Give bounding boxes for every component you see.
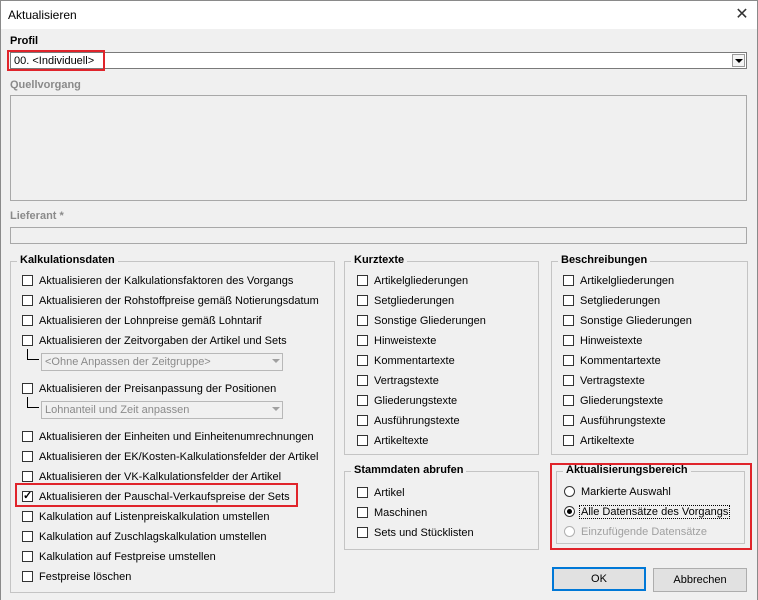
checkbox-besch-artikeltexte[interactable]: [563, 435, 574, 446]
checkbox-kurz-hinweistexte[interactable]: [357, 335, 368, 346]
checkbox-besch-vertragstexte[interactable]: [563, 375, 574, 386]
profil-value: 00. <Individuell>: [14, 55, 95, 67]
label-stamm-sets: Sets und Stücklisten: [374, 527, 474, 539]
checkbox-stamm-maschinen[interactable]: [357, 507, 368, 518]
lohnanteil-value: Lohnanteil und Zeit anpassen: [45, 404, 190, 416]
lohnanteil-select: [41, 401, 283, 419]
label-kurz-artikelgliederungen: Artikelgliederungen: [374, 275, 469, 287]
checkbox-besch-sonstige[interactable]: [563, 315, 574, 326]
label-kalkulationsfaktoren: Aktualisieren der Kalkulationsfaktoren des Vorgangs: [39, 275, 294, 287]
label-preisanpassung: Aktualisieren der Preisanpassung der Positionen: [39, 383, 277, 395]
label-festpreise: Kalkulation auf Festpreise umstellen: [39, 551, 216, 563]
checkbox-rohstoffpreise[interactable]: [22, 295, 33, 306]
profil-label: Profil: [10, 35, 39, 47]
checkbox-besch-kommentartexte[interactable]: [563, 355, 574, 366]
label-besch-vertragstexte: Vertragstexte: [580, 375, 645, 387]
lieferant-field: [10, 227, 747, 244]
quellvorgang-label: Quellvorgang: [10, 79, 81, 91]
label-zuschlagskalkulation: Kalkulation auf Zuschlagskalkulation umstellen: [39, 531, 267, 543]
beschreibungen-title: Beschreibungen: [558, 254, 650, 266]
checkbox-besch-setgliederungen[interactable]: [563, 295, 574, 306]
kalkulationsdaten-group: [10, 254, 335, 593]
label-lohnpreise: Aktualisieren der Lohnpreise gemäß Lohntarif: [39, 315, 262, 327]
checkbox-kurz-gliederungstexte[interactable]: [357, 395, 368, 406]
label-rohstoffpreise: Aktualisieren der Rohstoffpreise gemäß Notierungsdatum: [39, 295, 319, 307]
label-besch-sonstige: Sonstige Gliederungen: [580, 315, 692, 327]
label-kurz-gliederungstexte: Gliederungstexte: [374, 395, 458, 407]
label-einheiten: Aktualisieren der Einheiten und Einheitenumrechnungen: [39, 431, 314, 443]
zeitgruppe-value: <Ohne Anpassen der Zeitgruppe>: [45, 356, 211, 368]
tree-connector: [27, 397, 39, 408]
stammdaten-title: Stammdaten abrufen: [351, 464, 466, 476]
checkbox-besch-artikelgliederungen[interactable]: [563, 275, 574, 286]
checkbox-stamm-artikel[interactable]: [357, 487, 368, 498]
chevron-down-icon: [272, 407, 280, 411]
zeitgruppe-select: [41, 353, 283, 371]
checkbox-zeitvorgaben[interactable]: [22, 335, 33, 346]
chevron-down-icon: [272, 359, 280, 363]
checkbox-ek-kosten[interactable]: [22, 451, 33, 462]
checkbox-kurz-setgliederungen[interactable]: [357, 295, 368, 306]
label-besch-artikeltexte: Artikeltexte: [580, 435, 635, 447]
label-besch-hinweistexte: Hinweistexte: [580, 335, 643, 347]
label-besch-setgliederungen: Setgliederungen: [580, 295, 661, 307]
chevron-down-icon[interactable]: [732, 54, 745, 67]
label-stamm-maschinen: Maschinen: [374, 507, 428, 519]
cancel-button[interactable]: Abbrechen: [653, 568, 747, 592]
checkbox-zuschlagskalkulation[interactable]: [22, 531, 33, 542]
label-kurz-hinweistexte: Hinweistexte: [374, 335, 437, 347]
pauschal-highlight: [15, 483, 298, 507]
label-ek-kosten: Aktualisieren der EK/Kosten-Kalkulationsfelder der Artikel: [39, 451, 319, 463]
checkbox-kurz-sonstige[interactable]: [357, 315, 368, 326]
checkbox-besch-ausfuehrungstexte[interactable]: [563, 415, 574, 426]
title-bar: [1, 1, 757, 29]
profil-highlight: [7, 50, 105, 71]
quellvorgang-field: [10, 95, 747, 201]
label-listenpreiskalkulation: Kalkulation auf Listenpreiskalkulation umstellen: [39, 511, 270, 523]
checkbox-kurz-ausfuehrungstexte[interactable]: [357, 415, 368, 426]
kurztexte-title: Kurztexte: [351, 254, 407, 266]
window-title: Aktualisieren: [8, 8, 77, 22]
kalkulationsdaten-title: Kalkulationsdaten: [17, 254, 118, 266]
label-vk-kalkulation: Aktualisieren der VK-Kalkulationsfelder der Artikel: [39, 471, 282, 483]
label-besch-ausfuehrungstexte: Ausführungstexte: [580, 415, 666, 427]
checkbox-lohnpreise[interactable]: [22, 315, 33, 326]
label-kurz-artikeltexte: Artikeltexte: [374, 435, 429, 447]
label-zeitvorgaben: Aktualisieren der Zeitvorgaben der Artikel und Sets: [39, 335, 287, 347]
checkbox-kurz-artikelgliederungen[interactable]: [357, 275, 368, 286]
label-kurz-kommentartexte: Kommentartexte: [374, 355, 455, 367]
close-icon[interactable]: ✕: [735, 6, 749, 23]
label-alle-datensaetze: Alle Datensätze des Vorgangs: [581, 506, 729, 518]
checkbox-kurz-artikeltexte[interactable]: [357, 435, 368, 446]
tree-connector: [27, 349, 39, 360]
checkbox-vk-kalkulation[interactable]: [22, 471, 33, 482]
label-markierte-auswahl: Markierte Auswahl: [581, 486, 671, 498]
checkbox-stamm-sets[interactable]: [357, 527, 368, 538]
label-kurz-vertragstexte: Vertragstexte: [374, 375, 439, 387]
checkbox-kurz-vertragstexte[interactable]: [357, 375, 368, 386]
label-kurz-sonstige: Sonstige Gliederungen: [374, 315, 486, 327]
checkbox-besch-hinweistexte[interactable]: [563, 335, 574, 346]
checkbox-festpreise-loeschen[interactable]: [22, 571, 33, 582]
checkbox-kalkulationsfaktoren[interactable]: [22, 275, 33, 286]
dialog-client: [1, 29, 757, 600]
profil-select[interactable]: [10, 52, 747, 69]
checkbox-einheiten[interactable]: [22, 431, 33, 442]
label-besch-kommentartexte: Kommentartexte: [580, 355, 661, 367]
label-kurz-ausfuehrungstexte: Ausführungstexte: [374, 415, 460, 427]
checkbox-festpreise[interactable]: [22, 551, 33, 562]
label-stamm-artikel: Artikel: [374, 487, 405, 499]
ok-button[interactable]: OK: [552, 567, 646, 591]
checkbox-besch-gliederungstexte[interactable]: [563, 395, 574, 406]
label-besch-artikelgliederungen: Artikelgliederungen: [580, 275, 675, 287]
label-pauschal-verkaufspreise: Aktualisieren der Pauschal-Verkaufspreise der Sets: [39, 491, 290, 503]
bereich-highlight: [550, 463, 752, 550]
lieferant-label: Lieferant *: [10, 210, 64, 222]
checkbox-preisanpassung[interactable]: [22, 383, 33, 394]
label-besch-gliederungstexte: Gliederungstexte: [580, 395, 664, 407]
checkbox-kurz-kommentartexte[interactable]: [357, 355, 368, 366]
checkbox-listenpreiskalkulation[interactable]: [22, 511, 33, 522]
label-kurz-setgliederungen: Setgliederungen: [374, 295, 455, 307]
label-festpreise-loeschen: Festpreise löschen: [39, 571, 132, 583]
label-einzufuegende: Einzufügende Datensätze: [581, 526, 707, 538]
aktualisierungsbereich-title: Aktualisierungsbereich: [563, 464, 691, 476]
